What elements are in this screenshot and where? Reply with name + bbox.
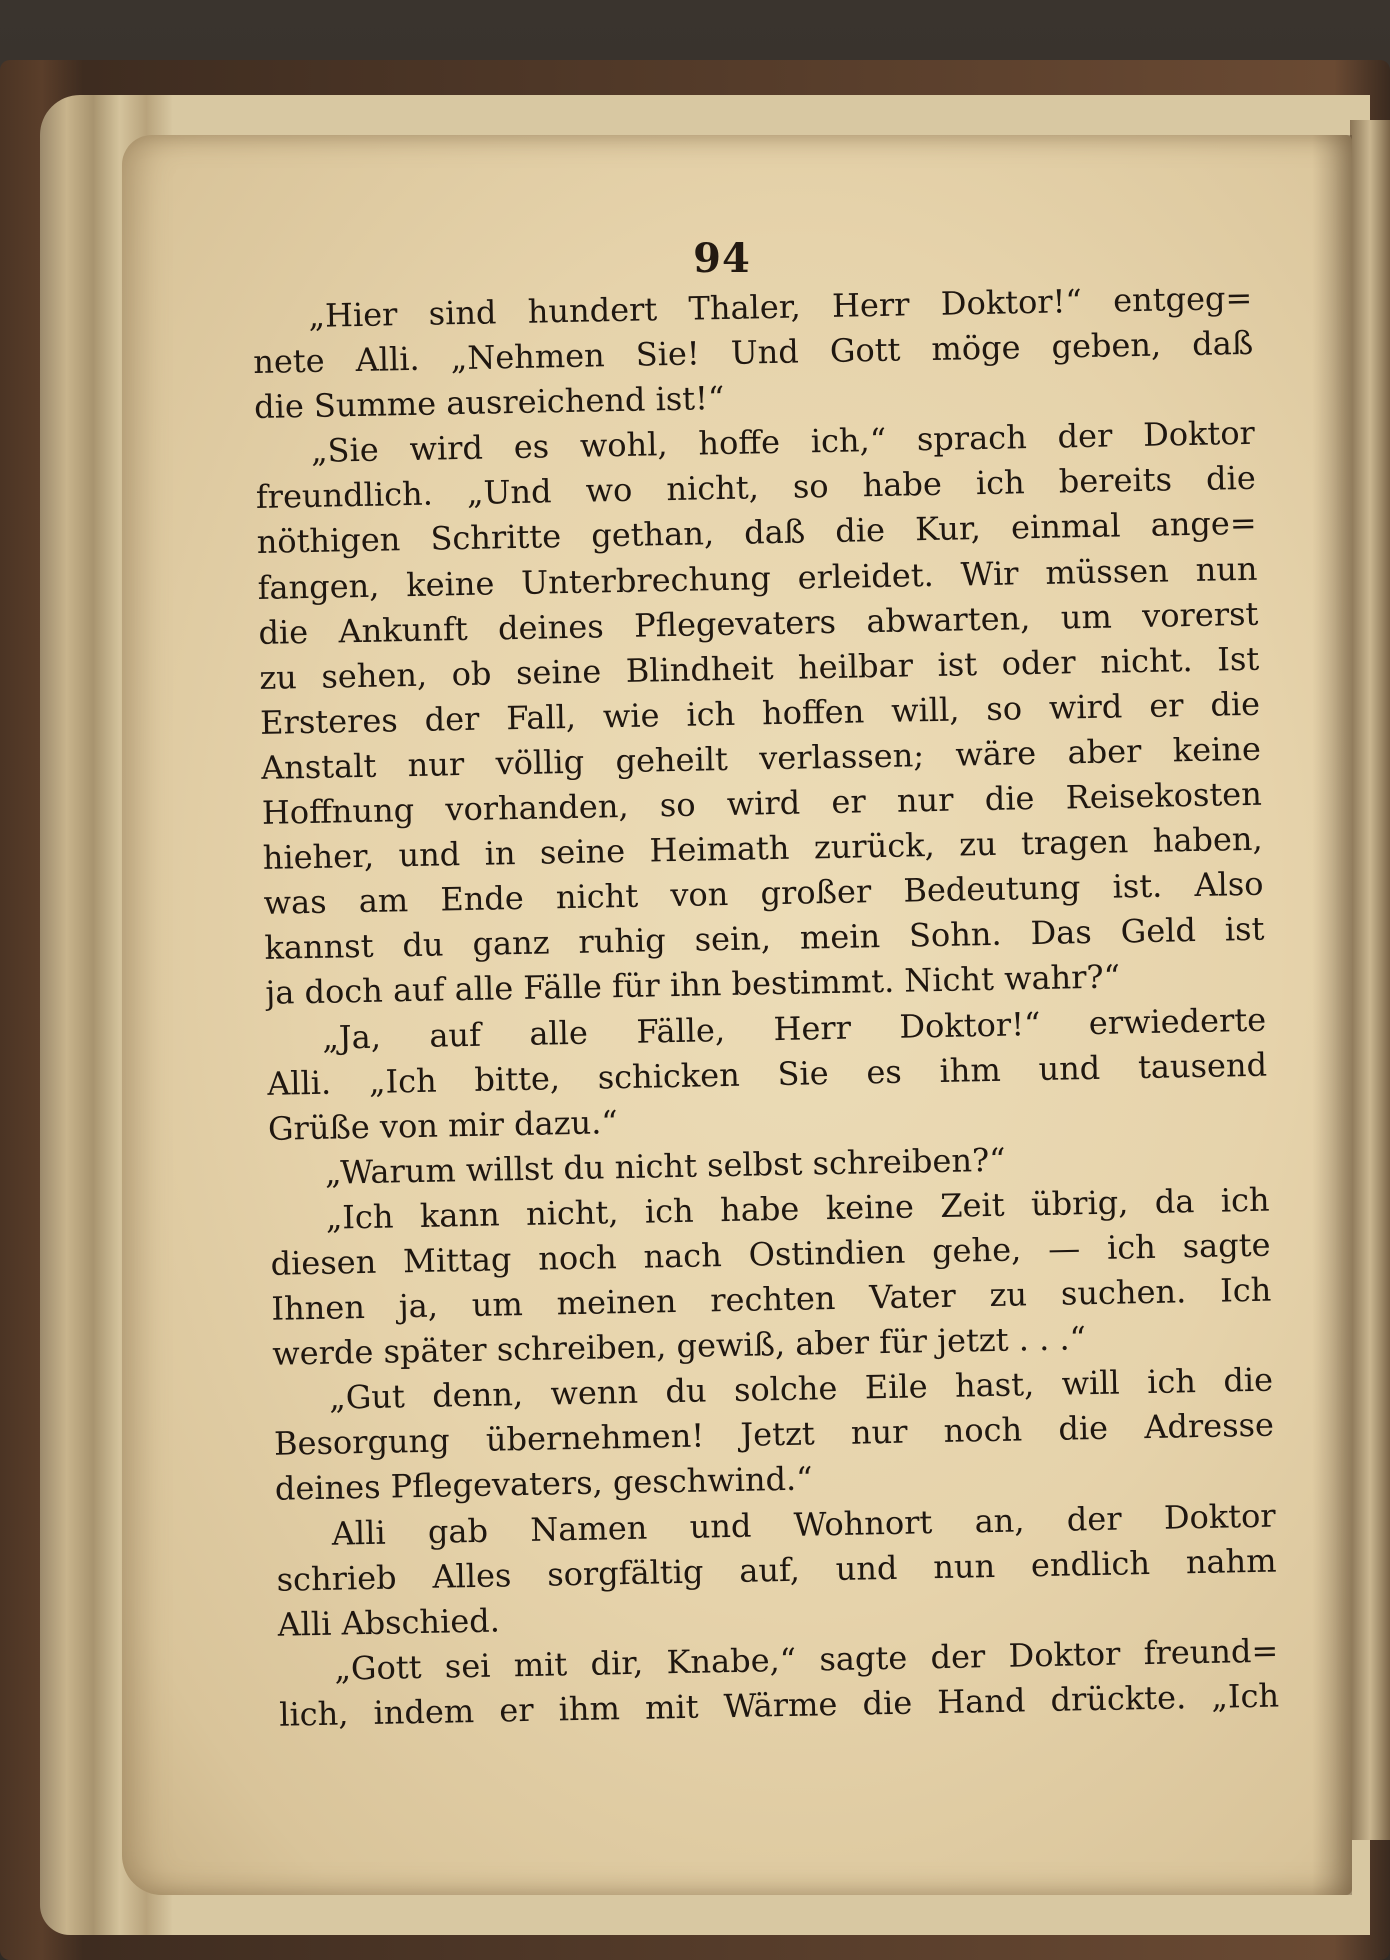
text-line: nöthigen Schritte gethan, daß die Kur, einmal ange=: [256, 504, 1257, 562]
text-line: zu sehen, ob seine Blindheit heilbar ist oder nicht. Ist: [258, 639, 1260, 697]
text-line: nete Alli. „Nehmen Sie! Und Gott möge geben, daß: [252, 323, 1254, 382]
page-text: [252, 276, 1280, 1738]
text-line: Hoffnung vorhanden, so wird er nur die Reisekosten: [261, 774, 1263, 832]
text-line: hieher, und in seine Heimath zurück, zu tragen haben,: [262, 819, 1263, 878]
text-line: Grüße von mir dazu.“: [267, 1102, 618, 1148]
text-line: ja doch auf alle Fälle für ihn bestimmt. Nicht wahr?“: [265, 957, 1121, 1013]
text-line: fangen, keine Unterbrechung erleidet. Wir müssen nun: [257, 549, 1258, 607]
text-line: „Ich kann nicht, ich habe keine Zeit übrig, da ich: [325, 1180, 1270, 1237]
book-page: [122, 135, 1352, 1895]
text-line: deines Pflegevaters, geschwind.“: [274, 1459, 813, 1509]
facing-page-edge: [1350, 120, 1390, 1840]
text-line: Ersteres der Fall, wie ich hoffen will, so wird er die: [259, 684, 1261, 742]
text-line: kannst du ganz ruhig sein, mein Sohn. Das Geld ist: [264, 909, 1265, 968]
text-line: die Ankunft deines Pflegevaters abwarten, um vorerst: [258, 594, 1259, 652]
text-line: werde später schreiben, gewiß, aber für jetzt . . .“: [271, 1319, 1087, 1373]
text-line: Besorgung übernehmen! Jetzt nur noch die Adresse: [273, 1405, 1275, 1464]
text-line: Alli Abschied.: [277, 1601, 501, 1644]
text-line: „Gott sei mit dir, Knabe,“ sagte der Doktor freund=: [334, 1631, 1279, 1688]
text-line: „Ja, auf alle Fälle, Herr Doktor!“ erwiederte: [321, 1000, 1267, 1057]
text-line: freundlich. „Und wo nicht, so habe ich bereits die: [255, 459, 1257, 517]
text-line: Anstalt nur völlig geheilt verlassen; wäre aber keine: [260, 729, 1262, 787]
text-line: „Hier sind hundert Thaler, Herr Doktor!“ entgeg=: [308, 278, 1253, 335]
text-line: „Sie wird es wohl, hoffe ich,“ sprach der Doktor: [310, 414, 1256, 471]
text-line: was am Ende nicht von großer Bedeutung ist. Also: [263, 864, 1264, 923]
text-line: „Gut denn, wenn du solche Eile hast, will ich die: [328, 1360, 1274, 1417]
text-line: „Warum willst du nicht selbst schreiben?“: [324, 1140, 1006, 1192]
text-line: Ihnen ja, um meinen rechten Vater zu suchen. Ich: [271, 1270, 1272, 1328]
text-line: lich, indem er ihm mit Wärme die Hand drückte. „Ich: [278, 1676, 1280, 1734]
text-line: die Summe ausreichend ist!“: [253, 379, 725, 427]
gutter-shadow: [1312, 135, 1352, 1895]
text-line: diesen Mittag noch nach Ostindien gehe, — ich sagte: [270, 1225, 1271, 1283]
text-line: Alli gab Namen und Wohnort an, der Doktor: [331, 1496, 1276, 1553]
page-number: 94: [693, 235, 751, 282]
text-line: schrieb Alles sorgfältig auf, und nun endlich nahm: [276, 1541, 1277, 1599]
text-line: Alli. „Ich bitte, schicken Sie es ihm und tausend: [266, 1045, 1268, 1103]
